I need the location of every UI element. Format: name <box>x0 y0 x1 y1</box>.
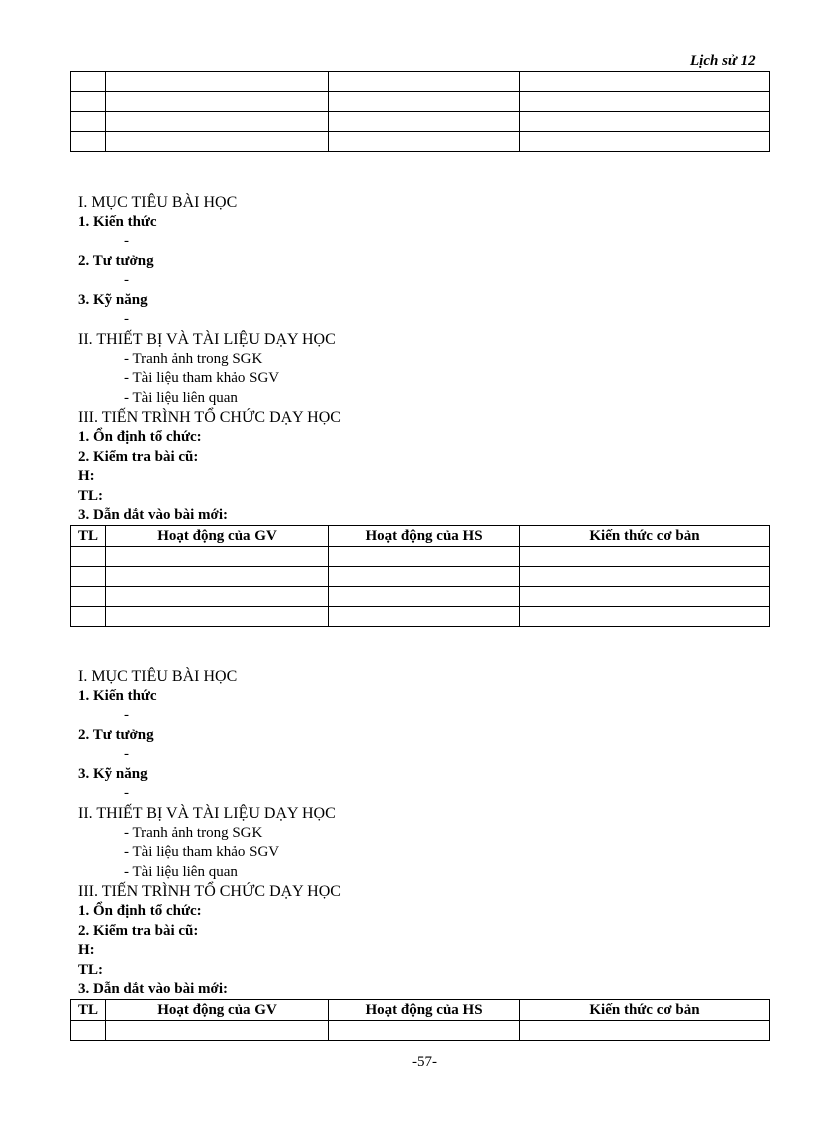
check-old-label: 2. Kiểm tra bài cũ: <box>78 923 199 939</box>
skills-dash: - <box>124 311 129 327</box>
lesson-table <box>70 525 770 627</box>
col-header-hs: Hoạt động của HS <box>329 1000 520 1021</box>
knowledge-dash: - <box>124 707 129 723</box>
equipment-item: - Tài liệu tham khảo SGV <box>124 844 280 860</box>
knowledge-label: 1. Kiến thức <box>78 214 157 230</box>
thought-label: 2. Tư tưởng <box>78 727 154 743</box>
stabilize-label: 1. Ổn định tổ chức: <box>78 429 202 445</box>
table-row <box>71 587 770 607</box>
col-header-knowledge: Kiến thức cơ bản <box>520 526 770 547</box>
question-label: H: <box>78 942 95 958</box>
table-row <box>71 112 770 132</box>
process-heading: III. TIẾN TRÌNH TỔ CHỨC DẠY HỌC <box>78 883 341 900</box>
subject-header: Lịch sử 12 <box>690 53 756 69</box>
thought-dash: - <box>124 272 129 288</box>
table-row <box>71 72 770 92</box>
question-label: H: <box>78 468 95 484</box>
thought-label: 2. Tư tưởng <box>78 253 154 269</box>
equipment-item: - Tài liệu liên quan <box>124 390 238 406</box>
table-row <box>71 132 770 152</box>
answer-label: TL: <box>78 488 104 504</box>
table-row <box>71 92 770 112</box>
skills-label: 3. Kỹ năng <box>78 292 148 308</box>
col-header-gv: Hoạt động của GV <box>106 526 329 547</box>
intro-new-label: 3. Dẫn dắt vào bài mới: <box>78 507 228 523</box>
equipment-item: - Tranh ảnh trong SGK <box>124 351 263 367</box>
table-header-row <box>71 526 770 547</box>
skills-label: 3. Kỹ năng <box>78 766 148 782</box>
table-row <box>71 607 770 627</box>
thought-dash: - <box>124 746 129 762</box>
col-header-hs: Hoạt động của HS <box>329 526 520 547</box>
table-row <box>71 1021 770 1041</box>
lesson-table <box>70 999 770 1041</box>
equipment-heading: II. THIẾT BỊ VÀ TÀI LIỆU DẠY HỌC <box>78 805 336 822</box>
check-old-label: 2. Kiểm tra bài cũ: <box>78 449 199 465</box>
col-header-tl: TL <box>71 1000 106 1021</box>
col-header-knowledge: Kiến thức cơ bản <box>520 1000 770 1021</box>
equipment-item: - Tranh ảnh trong SGK <box>124 825 263 841</box>
knowledge-dash: - <box>124 233 129 249</box>
page-number: -57- <box>412 1054 437 1070</box>
lesson-table-top <box>70 71 770 152</box>
equipment-item: - Tài liệu liên quan <box>124 864 238 880</box>
answer-label: TL: <box>78 962 104 978</box>
knowledge-label: 1. Kiến thức <box>78 688 157 704</box>
stabilize-label: 1. Ổn định tổ chức: <box>78 903 202 919</box>
intro-new-label: 3. Dẫn dắt vào bài mới: <box>78 981 228 997</box>
table-row <box>71 567 770 587</box>
table-row <box>71 547 770 567</box>
equipment-item: - Tài liệu tham khảo SGV <box>124 370 280 386</box>
table-header-row <box>71 1000 770 1021</box>
objectives-heading: I. MỤC TIÊU BÀI HỌC <box>78 194 238 211</box>
col-header-tl: TL <box>71 526 106 547</box>
objectives-heading: I. MỤC TIÊU BÀI HỌC <box>78 668 238 685</box>
col-header-gv: Hoạt động của GV <box>106 1000 329 1021</box>
skills-dash: - <box>124 785 129 801</box>
equipment-heading: II. THIẾT BỊ VÀ TÀI LIỆU DẠY HỌC <box>78 331 336 348</box>
process-heading: III. TIẾN TRÌNH TỔ CHỨC DẠY HỌC <box>78 409 341 426</box>
